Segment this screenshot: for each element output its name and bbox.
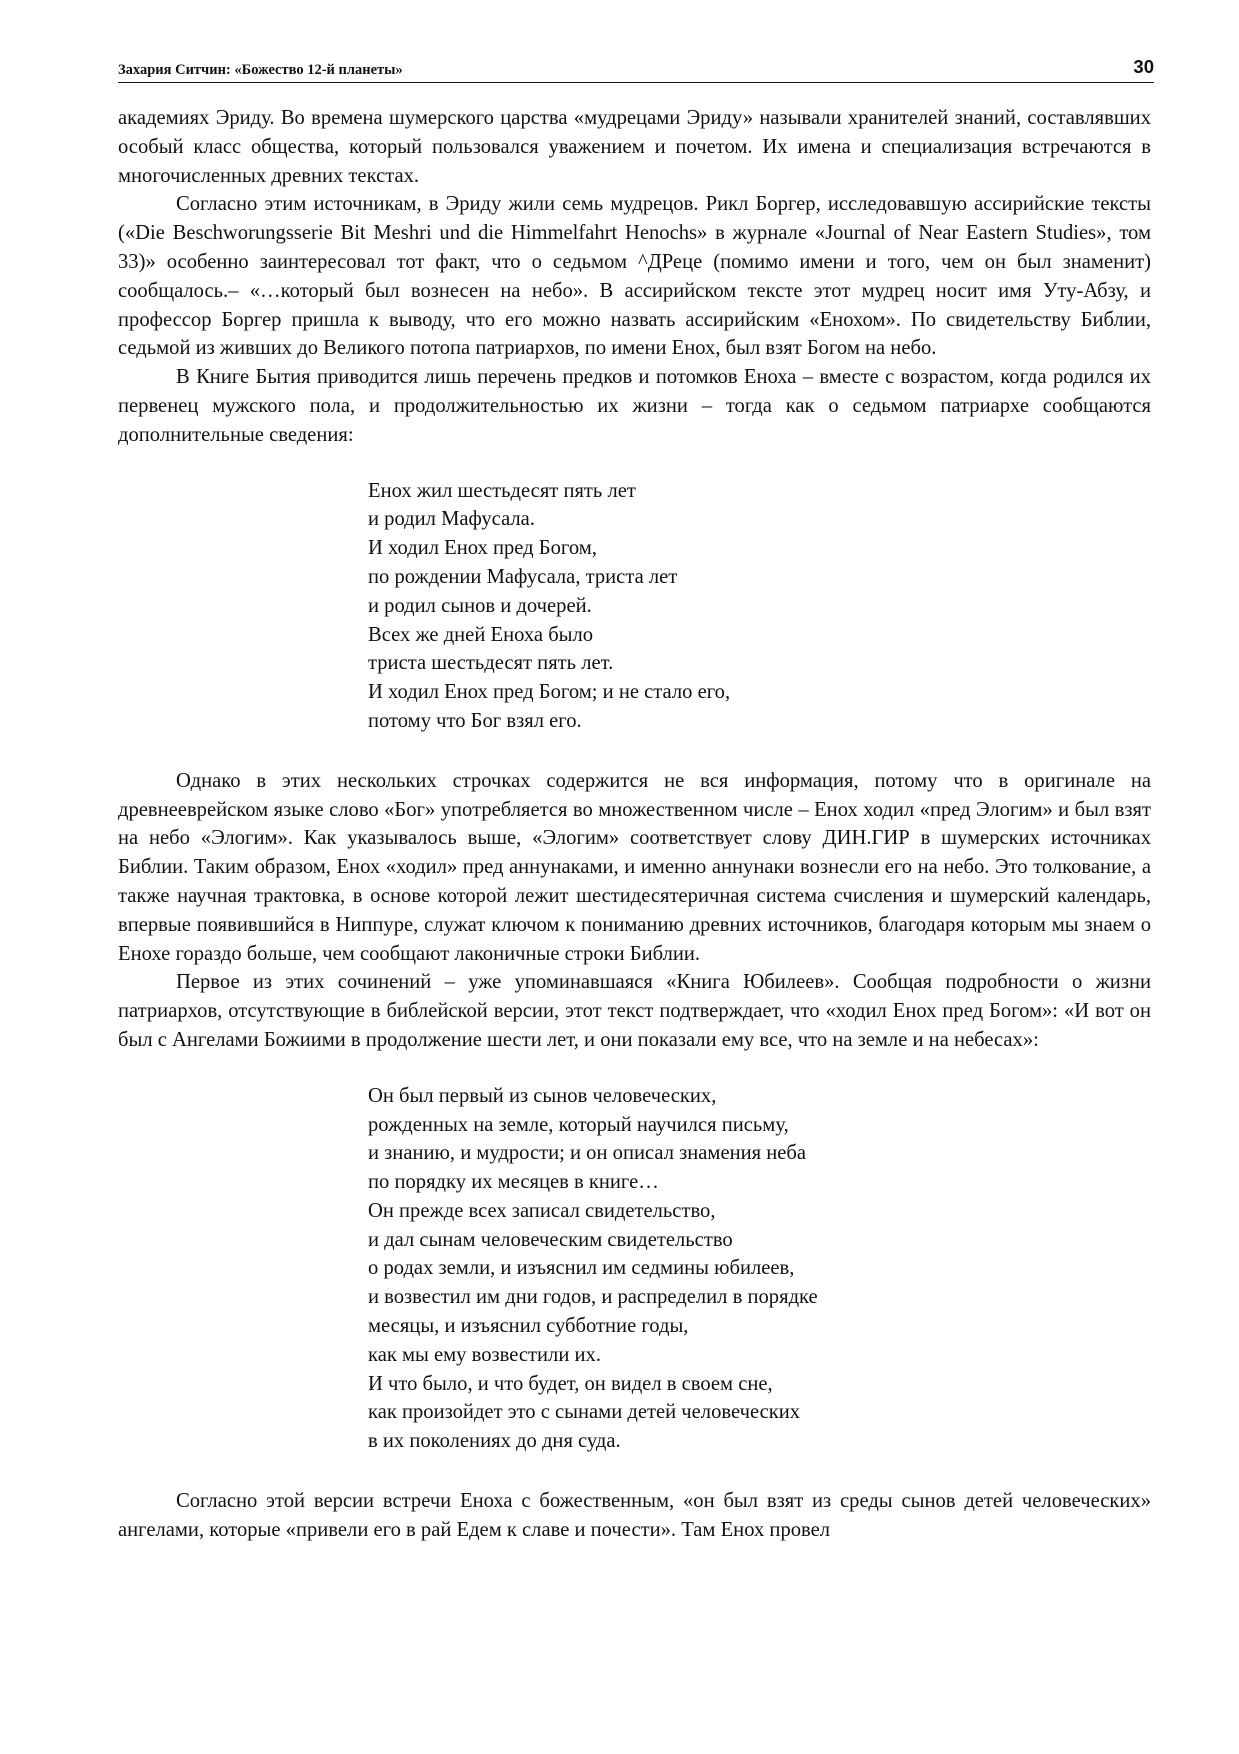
paragraph: В Книге Бытия приводится лишь перечень предков и потомков Еноха – вместе с возрастом, когда родился их первенец мужского пола, и продолжительностью их жизни – тогда как о седьмом патриархе сообщаются дополнительные сведения: [118,366,1151,446]
page-number: 30 [1133,56,1154,77]
verse-line: Он был первый из сынов человеческих, [368,1084,717,1107]
verse-line: о родах земли, и изъяснил им седмины юбилеев, [368,1257,795,1280]
paragraph: академиях Эриду. Во времена шумерского царства «мудрецами Эриду» называли хранителей знаний, составлявших особый класс общества, который пользовался уважением и почетом. Их имена и специализация встречаются в многочисленных древних текстах. [118,107,1151,187]
verse-line: И ходил Енох пред Богом; и не стало его, [368,681,731,704]
verse-line: потому что Бог взял его. [368,709,582,732]
verse-line: Всех же дней Еноха было [368,623,594,646]
verse-line: и знанию, и мудрости; и он описал знамения неба [368,1142,807,1165]
verse-line: как произойдет это с сынами детей человеческих [368,1401,801,1424]
verse-line: по рождении Мафусала, триста лет [368,565,678,588]
header-divider [118,82,1154,83]
verse-line: и родил Мафусала. [368,508,535,531]
verse-line: и дал сынам человеческим свидетельство [368,1228,733,1251]
verse-line: Енох жил шестьдесят пять лет [368,479,636,502]
verse-line: Он прежде всех записал свидетельство, [368,1199,716,1222]
verse-quote-jubilees [118,1082,1151,1456]
verse-quote-genesis [118,477,1151,736]
page-body [118,104,1151,1545]
verse-line: И ходил Енох пред Богом, [368,537,597,560]
verse-line: и родил сынов и дочерей. [368,594,592,617]
paragraph: Однако в этих нескольких строчках содержится не вся информация, потому что в оригинале на древнееврейском языке слово «Бог» употребляется во множественном числе – Енох ходил «пред Элогим» и был взят на небо «Элогим». Как указывалось выше, «Элогим» соответствует слову ДИН.ГИР в шумерских источниках Библии. Таким образом, Енох «ходил» пред аннунаками, и именно аннунаки вознесли его на небо. Это толкование, а также научная трактовка, в основе которой лежит шестидесятеричная система счисления и шумерский календарь, впервые появившийся в Ниппуре, служат ключом к пониманию древних источников, благодаря которым мы знаем о Енохе гораздо больше, чем сообщают лаконичные строки Библии. [118,769,1151,965]
verse-line: и возвестил им дни годов, и распределил в порядке [368,1286,818,1309]
verse-line: рожденных на земле, который научился письму, [368,1113,789,1136]
verse-line: как мы ему возвестили их. [368,1343,601,1366]
paragraph: Первое из этих сочинений – уже упоминавшаяся «Книга Юбилеев». Сообщая подробности о жизни патриархов, отсутствующие в библейской версии, этот текст подтверждает, что «ходил Енох пред Богом»: «И вот он был с Ангелами Божиими в продолжение шести лет, и они показали ему все, что на земле и на небесах»: [118,971,1151,1051]
verse-line: И что было, и что будет, он видел в своем сне, [368,1372,773,1395]
verse-line: триста шестьдесят пять лет. [368,652,614,675]
verse-line: месяцы, и изъяснил субботние годы, [368,1315,689,1338]
running-title: Захария Ситчин: «Божество 12-й планеты» [118,62,403,78]
page-header [118,56,1154,82]
paragraph: Согласно этим источникам, в Эриду жили семь мудрецов. Рикл Боргер, исследовавшую ассирийские тексты («Die Beschworungsserie Bit Meshri und die Himmelfahrt Henochs» в журнале «Journal of Near Eastern Studies», том 33)» особенно заинтересовал тот факт, что о седьмом ^ДРеце (помимо имени и того, чем он был знаменит) сообщалось.– «…который был вознесен на небо». В ассирийском тексте этот мудрец носит имя Уту-Абзу, и профессор Боргер пришла к выводу, что его можно назвать ассирийским «Енохом». По свидетельству Библии, седьмой из живших до Великого потопа патриархов, по имени Енох, был взят Богом на небо. [118,193,1151,360]
verse-line: в их поколениях до дня суда. [368,1430,621,1453]
paragraph: Согласно этой версии встречи Еноха с божественным, «он был взят из среды сынов детей человеческих» ангелами, которые «привели его в рай Едем к славе и почести». Там Енох провел [118,1490,1151,1541]
verse-line: по порядку их месяцев в книге… [368,1171,659,1194]
